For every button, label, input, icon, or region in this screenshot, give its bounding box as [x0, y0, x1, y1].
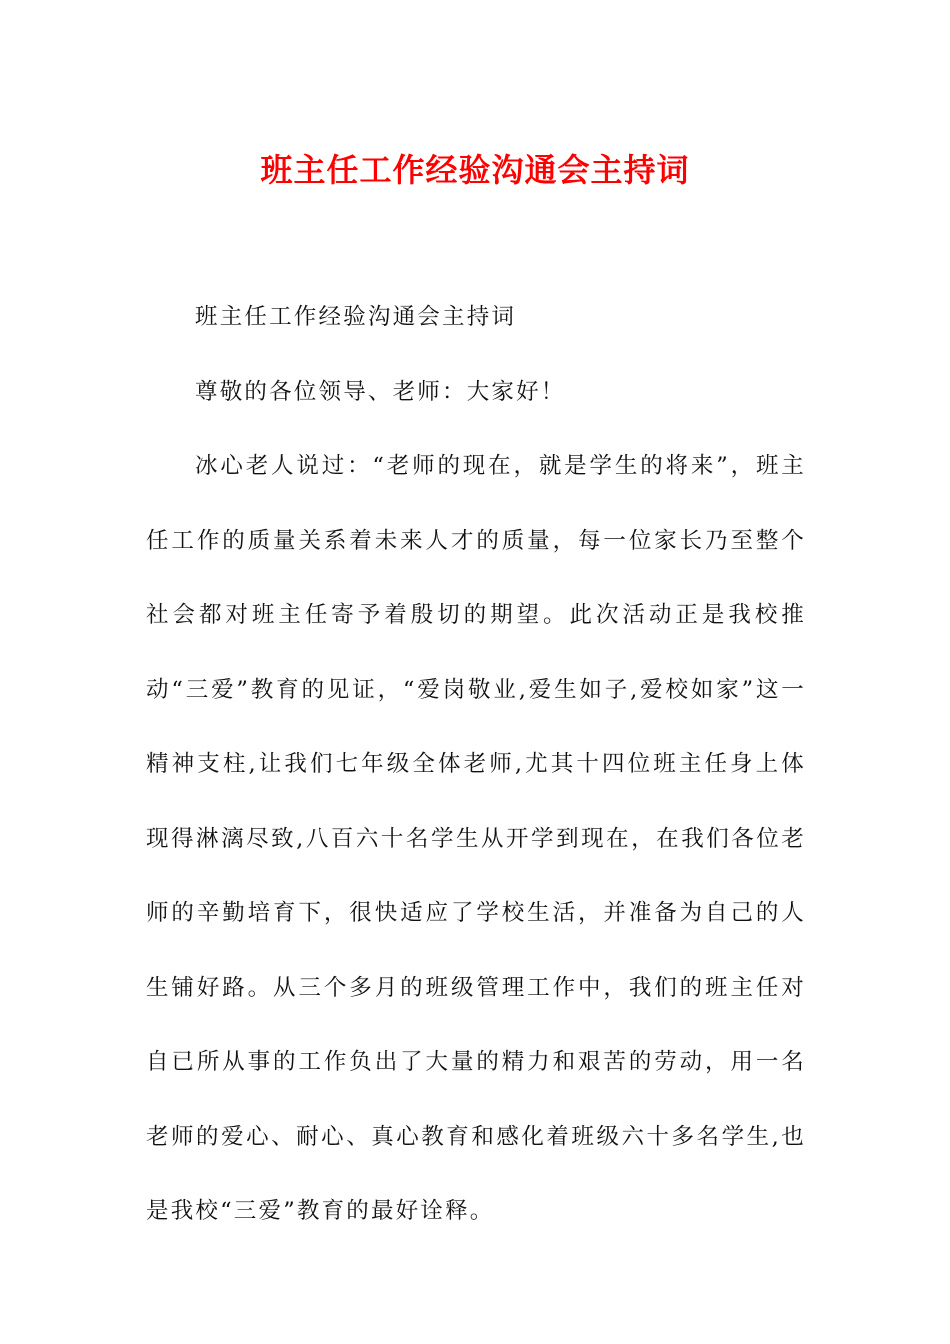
document-title: 班主任工作经验沟通会主持词 [260, 151, 690, 189]
paragraph-greeting: 尊敬的各位领导、老师：大家好！ [195, 378, 566, 405]
paragraph-main: 冰心老人说过：“老师的现在，就是学生的将来”，班主任工作的质量关系着未来人才的质量，每一位家长乃至整个社会都对班主任寄予着殷切的期望。此次活动正是我校推动“三爱”教育的见证，“爱岗敬业,爱生如子,爱校如家”这一精神支柱,让我们七年级全体老师,尤其十四位班主任身上体现得淋漓尽致,八百六十名学生从开学到现在，在我们各位老师的辛勤培育下，很快适应了学校生活，并准备为自己的人生铺好路。从三个多月的班级管理工作中，我们的班主任对自已所从事的工作负出了大量的精力和艰苦的劳动，用一名老师的爱心、耐心、真心教育和感化着班级六十多名学生,也是我校“三爱”教育的最好诠释。 [146, 453, 806, 1224]
paragraph-heading: 班主任工作经验沟通会主持词 [195, 304, 517, 330]
document-body [146, 280, 806, 1249]
